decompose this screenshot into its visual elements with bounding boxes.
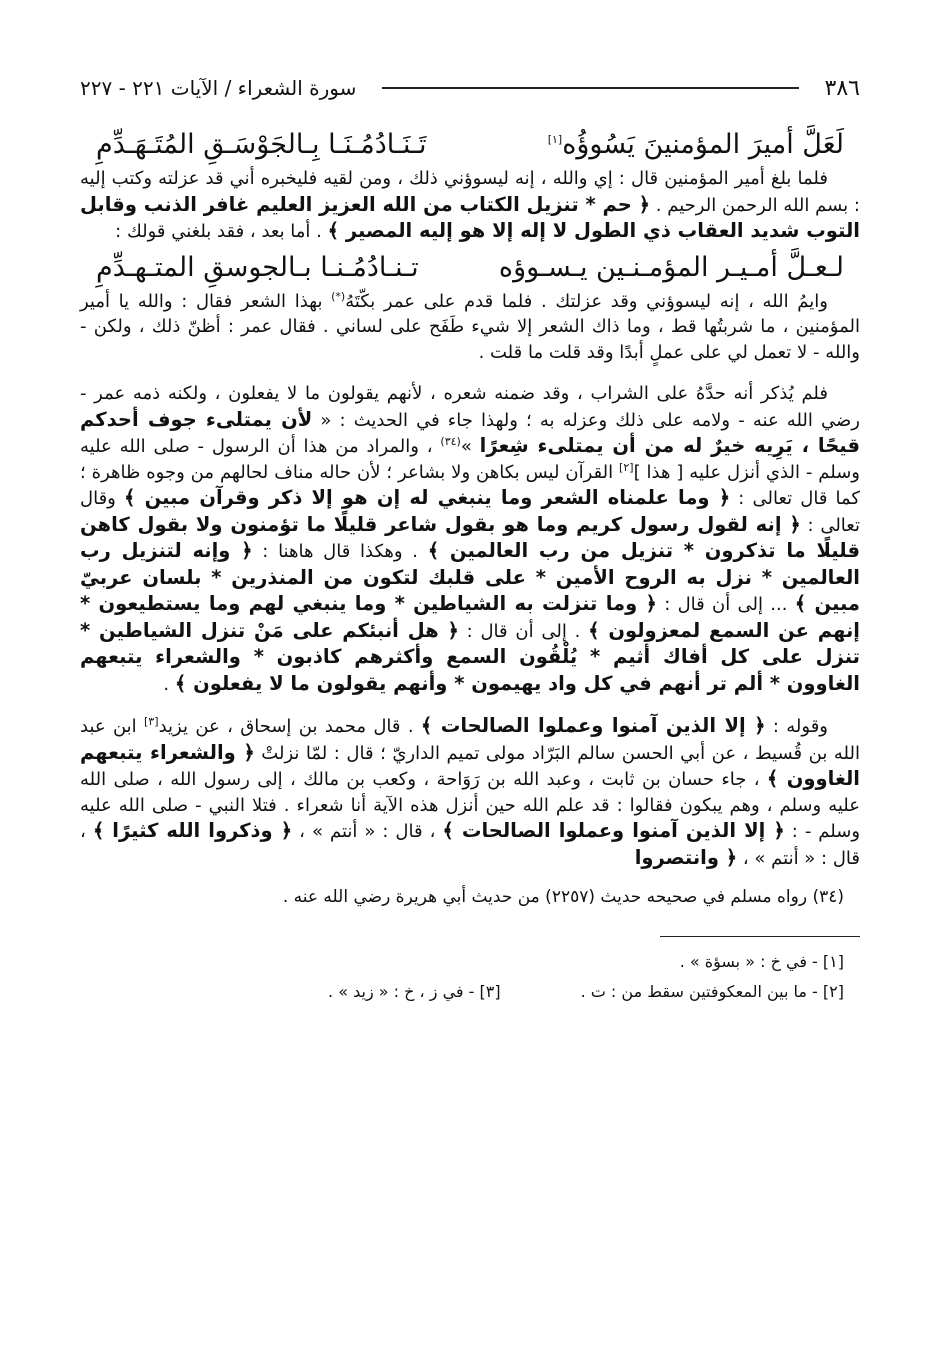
quran-quote: ﴿ والشعراء يتبعهم الغاوون ﴾ bbox=[80, 740, 860, 790]
quran-quote: ﴿ وما علمناه الشعر وما ينبغي له إن هو إلا ذكر وقرآن مبين ﴾ bbox=[123, 486, 731, 509]
page-header bbox=[80, 72, 860, 104]
quran-quote: ﴿ وذكروا الله كثيرًا ﴾ bbox=[92, 819, 293, 842]
footnote-ref: [١] bbox=[547, 133, 563, 146]
quran-quote: ﴿ إنه لقول رسول كريم وما هو بقول شاعر قليلًا ما تؤمنون ولا بقول كاهن قليلًا ما تذكرون * تنزيل من رب العالمين ﴾ bbox=[80, 512, 860, 562]
header-rule bbox=[382, 87, 798, 89]
footnote-ref: [٢] bbox=[619, 460, 634, 474]
footnotes bbox=[80, 947, 860, 1007]
running-title: سورة الشعراء / الآيات ٢٢١ - ٢٢٧ bbox=[80, 76, 357, 100]
paragraph-4: وقوله : ﴿ إلا الذين آمنوا وعملوا الصالحات ﴾ . قال محمد بن إسحاق ، عن يزيد[٣] ابن عبد الله بن قُسيط ، عن أبي الحسن سالم البَرّاد مولى تميم الداريّ ؛ قال : لمّا نزلتْ ﴿ والشعراء يتبعهم الغاوون ﴾ ، جاء حسان بن ثابت ، وعبد الله بن رَوَاحة ، وكعب بن مالك ، إلى رسول الله ، صلى الله عليه وسلم ، وهم يبكون فقالوا : قد علم الله حين أنزل هذه الآية أنا شعراء . فتلا النبي - صلى الله عليه وسلم - : ﴿ إلا الذين آمنوا وعملوا الصالحات ﴾ ، قال : « أنتم » ، ﴿ وذكروا الله كثيرًا ﴾ ، قال : « أنتم » ، ﴿ وانتصروا bbox=[80, 714, 861, 869]
quran-quote: ﴿ إلا الذين آمنوا وعملوا الصالحات ﴾ bbox=[442, 819, 785, 842]
footnote-ref: [٣] bbox=[144, 715, 159, 728]
quran-quote: ﴿ وإنه لتنزيل رب العالمين * نزل به الروح الأمين * على قلبك لتكون من المنذرين * بلسان عربيّ مبين ﴾ bbox=[80, 539, 860, 615]
footnote-2: [٢] - ما بين المعكوفتين سقط من : ت . bbox=[580, 982, 844, 1001]
paragraph-2: وايمُ الله ، إنه ليسوؤني وقد عزلتك . فلما قدم على عمر بكّتَهُ(*) بهذا الشعر فقال : والله يا أمير المؤمنين ، ما شربتُها قط ، وما ذاك الشعر إلا شيء طَفَح على لساني . فقال عمر : أظنّ ذلك ، ولكن - والله - لا تعمل لي على عملٍ أبدًا وقد قلت ما قلت . bbox=[80, 289, 860, 363]
quran-quote: ﴿ حم * تنزيل الكتاب من الله العزيز العليم غافر الذنب وقابل التوب شديد العقاب ذي الطول لا إله إلا هو إليه المصير ﴾ bbox=[80, 192, 860, 242]
hemistich-left: تـنـادُمُـنـا بـالجوسقِ المتـهـدِّمِ bbox=[96, 251, 419, 283]
quran-quote: ﴿ إلا الذين آمنوا وعملوا الصالحات ﴾ bbox=[420, 714, 766, 737]
footnote-ref: (٣٤) bbox=[440, 435, 461, 448]
paragraph-3: فلم يُذكر أنه حدَّهُ على الشراب ، وقد ضمنه شعره ، لأنهم يقولون ما لا يفعلون ، ولكنه ذمه عمر - رضي الله عنه - ولامه على ذلك وعزله به ؛ ولهذا جاء في الحديث : « لأن يمتلىء جوف أحدكم قيحًا ، يَرِيه خيرٌ له من أن يمتلىء شِعرًا »$^{(٣٤)}$ ، والمراد من هذا أن الرسول - صلى الله عليه وسلم - الذي أنزل عليه [ هذا ][٢] القرآن ليس بكاهن ولا بشاعر ؛ لأن حاله مناف لحالهم من وجوه ظاهرة ؛ كما قال تعالى : ﴿ وما علمناه الشعر وما ينبغي له إن هو إلا ذكر وقرآن مبين ﴾ وقال تعالى : ﴿ إنه لقول رسول كريم وما هو بقول شاعر قليلًا ما تؤمنون ولا بقول كاهن قليلًا ما تذكرون * تنزيل من رب العالمين ﴾ . وهكذا قال هاهنا : ﴿ وإنه لتنزيل رب العالمين * نزل به الروح الأمين * على قلبك لتكون من المنذرين * بلسان عربيّ مبين ﴾ ... إلى أن قال : ﴿ وما تنزلت به الشياطين * وما ينبغي لهم وما يستطيعون * إنهم عن السمع لمعزولون ﴾ . إلى أن قال : ﴿ هل أنبئكم على مَنْ تنزل الشياطين * تنزل على كل أفاك أثيم * يُلْقُون السمع وأكثرهم كاذبون * والشعراء يتبعهم الغاوون * ألم تر أنهم في كل واد يهيمون * وأنهم يقولون ما لا يفعلون ﴾ . bbox=[80, 383, 861, 695]
quran-quote: ﴿ هل أنبئكم على مَنْ تنزل الشياطين * تنزل على كل أفاك أثيم * يُلْقُون السمع وأكثرهم كاذبون * والشعراء يتبعهم الغاوون * ألم تر أنهم في كل واد يهيمون * وأنهم يقولون ما لا يفعلون ﴾ bbox=[80, 618, 860, 695]
footnote-3: [٣] - في ز ، خ : « زيد » . bbox=[328, 982, 501, 1001]
paragraph-1: فلما بلغ أمير المؤمنين قال : إي والله ، إنه ليسوؤني ذلك ، ومن لقيه فليخبره أني قد عزلته وكتب إليه : بسم الله الرحمن الرحيم . ﴿ حم * تنزيل الكتاب من الله العزيز العليم غافر الذنب وقابل التوب شديد العقاب ذي الطول لا إله إلا هو إليه المصير ﴾ . أما بعد ، فقد بلغني قولك : bbox=[80, 168, 860, 242]
footnote-separator bbox=[660, 936, 860, 937]
footnote-ref: (*) bbox=[331, 289, 346, 303]
poem-verse-1 bbox=[80, 124, 860, 166]
hemistich-right: لـعـلَّ أمـيـر المؤمـنـين يـسـوؤه bbox=[498, 251, 844, 283]
footnote-1: [١] - في خ : « بسؤة » . bbox=[679, 952, 844, 971]
quran-quote: ﴿ وما تنزلت به الشياطين * وما ينبغي لهم وما يستطيعون * إنهم عن السمع لمعزولون ﴾ bbox=[80, 592, 860, 642]
book-page bbox=[80, 0, 860, 1007]
page-number: ٣٨٦ bbox=[824, 75, 860, 101]
hemistich-left: تَـنَـادُمُـنَـا بِـالجَوْسَـقِ المُتَـهَـدِّمِ bbox=[96, 129, 427, 160]
hadith-quote: لأن يمتلىء جوف أحدكم قيحًا ، يَرِيه خيرٌ له من أن يمتلىء شِعرًا bbox=[80, 407, 861, 457]
hadith-footnote: (٣٤) رواه مسلم في صحيحه حديث (٢٢٥٧) من حديث أبي هريرة رضي الله عنه . bbox=[282, 887, 844, 907]
quran-quote: ﴿ وانتصروا bbox=[634, 845, 738, 869]
poem-verse-2 bbox=[80, 247, 860, 289]
hemistich-right: لَعَلَّ أميرَ المؤمنينَ يَسُوؤُه[١] bbox=[547, 129, 844, 160]
